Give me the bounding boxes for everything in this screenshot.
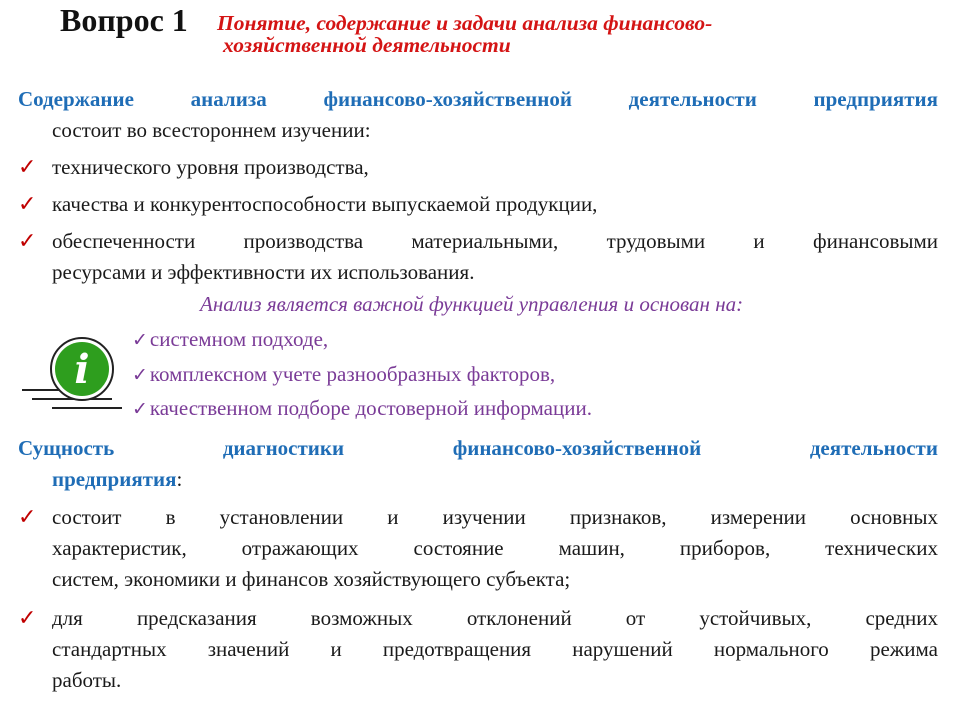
info-letter: i: [74, 346, 90, 393]
section2-heading-word: деятельности: [809, 436, 938, 460]
section1-heading: Содержание анализа финансово-хозяйственной деятельности предприятия: [18, 87, 938, 111]
section2-heading-word: финансово-хозяйственной: [452, 436, 702, 460]
info-icon: [22, 335, 132, 415]
heading-colon: :: [176, 467, 183, 491]
analysis-intro: Анализ является важной функцией управления и основан на:: [200, 292, 744, 316]
list-item-text: работы.: [52, 668, 122, 692]
list-item: [18, 502, 938, 595]
check-icon: ✓: [132, 398, 148, 420]
list-item: [18, 152, 938, 183]
section2-heading-word: предприятия: [52, 467, 177, 491]
list-item-text: комплексном учете разнообразных факторов,: [149, 362, 556, 386]
section2-heading-line2: [18, 464, 960, 495]
question-title-line2: хозяйственной деятельности: [223, 33, 511, 57]
list-item: [18, 226, 938, 288]
check-icon: ✓: [18, 229, 37, 254]
list-item-text: характеристик, отражающих состояние машин, приборов, технических: [52, 536, 938, 560]
list-item: [132, 396, 592, 421]
list-item: [132, 327, 328, 352]
section2-heading-word: диагностики: [222, 436, 345, 460]
list-item-text: систем, экономики и финансов хозяйствующего субъекта;: [52, 567, 571, 591]
question-number: Вопрос 1: [60, 2, 188, 38]
check-icon: ✓: [18, 606, 37, 631]
check-icon: ✓: [18, 155, 37, 180]
list-item-text: качества и конкурентоспособности выпускаемой продукции,: [52, 192, 598, 216]
list-item: [132, 362, 555, 387]
list-item: [18, 189, 938, 220]
list-item-text: для предсказания возможных отклонений от устойчивых, средних: [52, 606, 938, 630]
check-icon: ✓: [132, 329, 148, 351]
list-item: [18, 603, 938, 696]
question-title-line1: Понятие, содержание и задачи анализа финансово-: [217, 11, 713, 35]
list-item-text: обеспеченности производства материальными, трудовыми и финансовыми: [52, 229, 938, 253]
section1-continuation: состоит во всестороннем изучении:: [52, 118, 371, 142]
check-icon: ✓: [18, 505, 37, 530]
list-item-text: стандартных значений и предотвращения нарушений нормального режима: [52, 637, 938, 661]
check-icon: ✓: [132, 364, 148, 386]
list-item-text: качественном подборе достоверной информации.: [149, 396, 592, 420]
section2-heading-word: Сущность: [18, 436, 115, 460]
list-item-text-cont: ресурсами и эффективности их использования.: [52, 260, 475, 284]
list-item-text: системном подходе,: [149, 327, 329, 351]
section2-heading: [18, 433, 938, 464]
list-item-text: технического уровня производства,: [52, 155, 369, 179]
list-item-text: состоит в установлении и изучении признаков, измерении основных: [52, 505, 938, 529]
check-icon: ✓: [18, 192, 37, 217]
question-title: [217, 12, 897, 56]
